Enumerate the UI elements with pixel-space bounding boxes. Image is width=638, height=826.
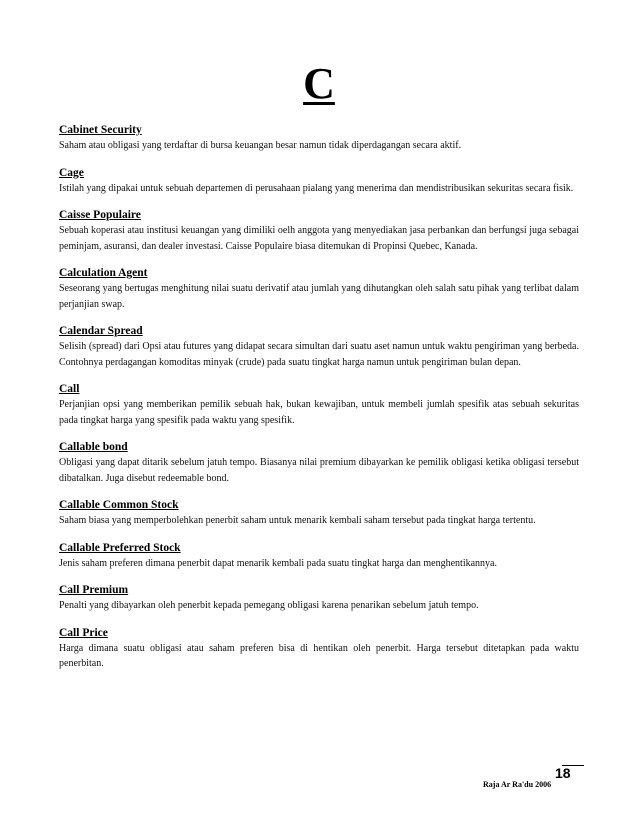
glossary-definition: Sebuah koperasi atau institusi keuangan yang dimiliki oelh anggota yang menyediakan jasa perbankan dan berfungsi juga sebagai peminjam, asuransi, dan dealer investasi. Caisse Populaire biasa ditemukan di Propinsi Quebec, Kanada. — [59, 225, 579, 252]
glossary-entry — [59, 583, 579, 614]
glossary-term: Call Premium — [59, 584, 129, 596]
glossary-term: Cage — [59, 166, 84, 179]
glossary-definition: Istilah yang dipakai untuk sebuah departemen di perusahaan pialang yang menerima dan mendistribusikan sekuritas secara fisik. — [59, 182, 574, 194]
glossary-definition: Saham atau obligasi yang terdaftar di bursa keuangan besar namun tidak diperdagangan secara aktif. — [59, 140, 462, 151]
glossary-definition: Jenis saham preferen dimana penerbit dapat menarik kembali pada suatu tingkat harga dan menghentikannya. — [59, 557, 497, 569]
glossary-term: Callable Common Stock — [59, 499, 179, 511]
glossary-term: Cabinet Security — [59, 124, 142, 136]
glossary-definition: Obligasi yang dapat ditarik sebelum jatuh tempo. Biasanya nilai premium dibayarkan ke pemilik obligasi ketika obligasi tersebut dibatalkan. Juga disebut redeemable bond. — [59, 457, 579, 484]
glossary-term: Callable bond — [59, 441, 128, 453]
glossary-entry — [59, 498, 579, 529]
glossary-term: Calendar Spread — [59, 325, 143, 337]
glossary-term: Callable Preferred Stock — [59, 541, 181, 554]
glossary-entry — [59, 541, 579, 572]
glossary-definition: Penalti yang dibayarkan oleh penerbit kepada pemegang obligasi karena penarikan sebelum jatuh tempo. — [59, 600, 479, 611]
glossary-entry — [59, 382, 579, 428]
glossary-term: Call Price — [59, 626, 108, 639]
glossary-entry — [59, 208, 579, 254]
glossary-entry — [59, 123, 579, 154]
glossary-term: Caisse Populaire — [59, 209, 141, 221]
glossary-entry — [59, 626, 579, 672]
glossary-entry — [59, 324, 579, 370]
glossary-definition: Seseorang yang bertugas menghitung nilai suatu derivatif atau jumlah yang dihutangkan oleh salah satu pihak yang terlibat dalam perjanjian swap. — [59, 283, 579, 310]
glossary-term: Call — [59, 383, 80, 395]
glossary-definition: Harga dimana suatu obligasi atau saham preferen bisa di hentikan oleh penerbit. Harga tersebut ditetapkan pada waktu penerbitan. — [59, 642, 579, 669]
glossary-definition: Perjanjian opsi yang memberikan pemilik sebuah hak, bukan kewajiban, untuk membeli jumlah spesifik atas sebuah sekuritas pada tingkat harga yang spesifik pada waktu yang spesifik. — [59, 399, 579, 426]
glossary-definition: Saham biasa yang memperbolehkan penerbit saham untuk menarik kembali saham tersebut pada tingkat harga tertentu. — [59, 515, 536, 526]
glossary-term: Calculation Agent — [59, 267, 148, 279]
glossary-definition: Selisih (spread) dari Opsi atau futures yang didapat secara simultan dari suatu aset namun untuk waktu pengiriman yang berbeda. Contohnya perdagangan komoditas minyak (crude) pada suatu tingkat harga namun untuk pengiriman bulan depan. — [59, 341, 579, 368]
glossary-entry — [59, 266, 579, 312]
glossary-entry — [59, 440, 579, 486]
footer-author: Raja Ar Ra'du 2006 — [483, 780, 552, 789]
section-letter-heading: C — [303, 59, 335, 108]
page-number: 18 — [555, 765, 571, 781]
glossary-entry — [59, 166, 579, 197]
glossary-entries — [59, 123, 579, 672]
